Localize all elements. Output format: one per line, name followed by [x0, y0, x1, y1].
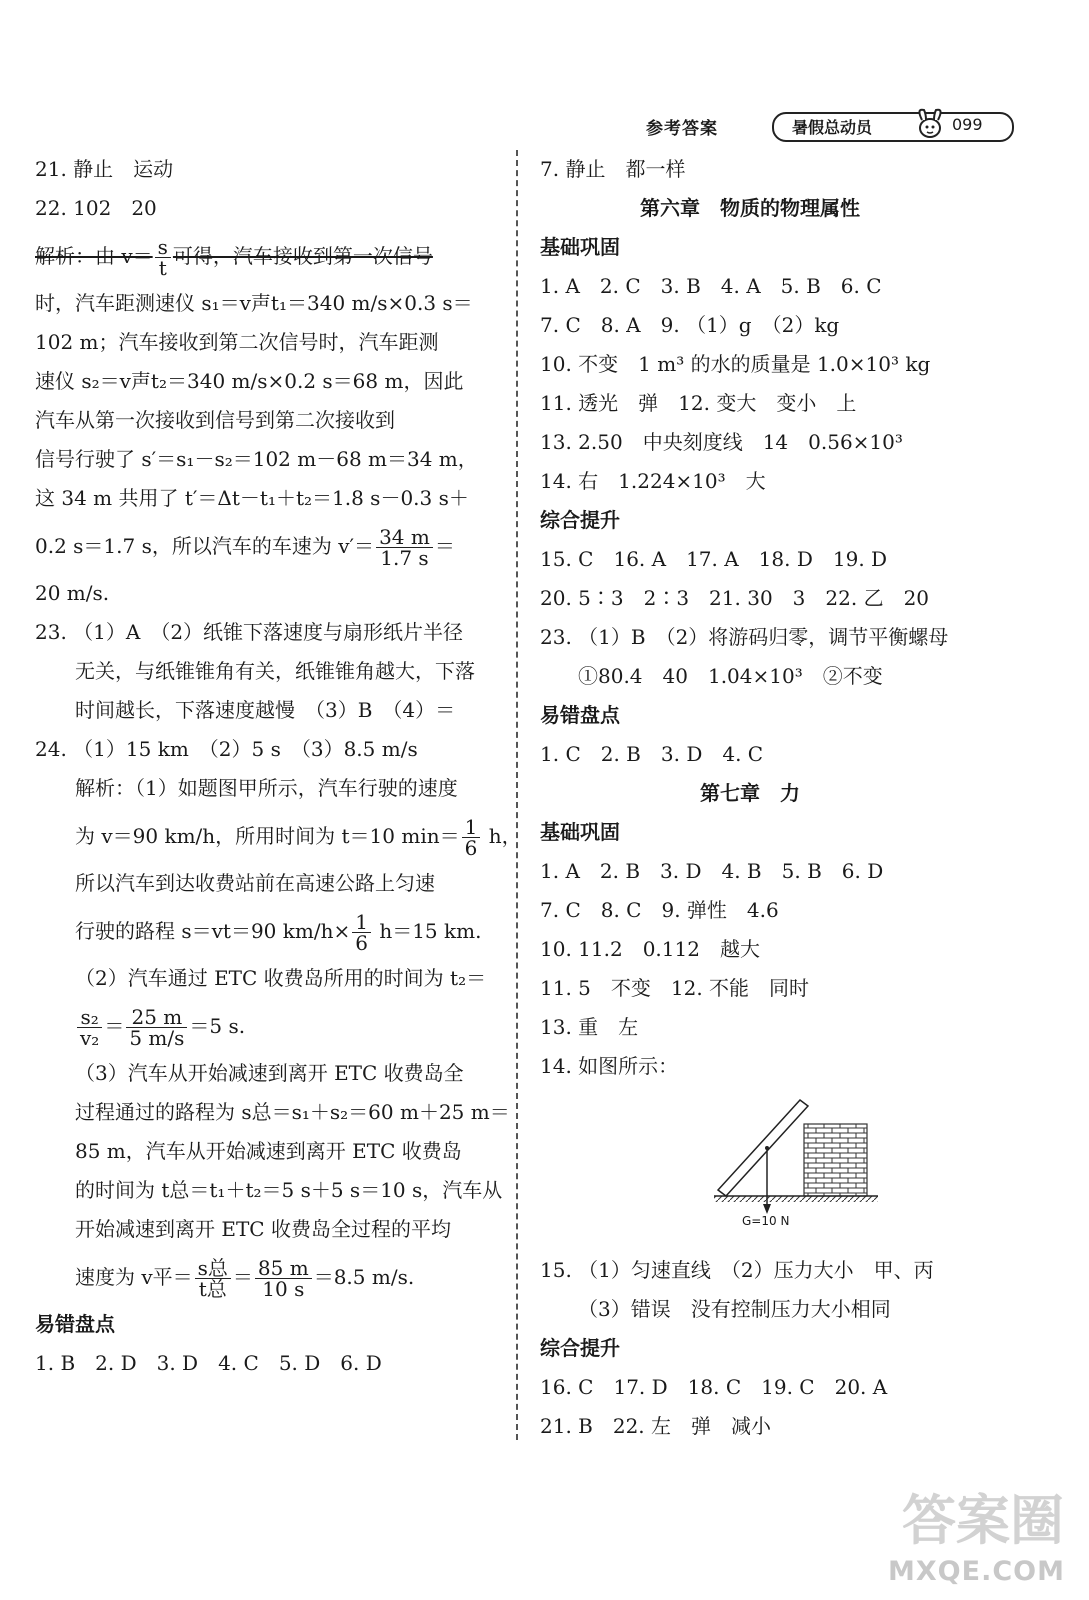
analysis-22-line-5: 汽车从第一次接收到信号到第二次接收到: [35, 408, 395, 432]
ch6-answer-10: 10. 不变 1 m³ 的水的质量是 1.0×10³ kg: [540, 352, 931, 376]
ch7-answer-15-line-2: （3）错误 没有控制压力大小相同: [578, 1297, 891, 1321]
fraction: $\frac{\text{s₂}}{\text{v₂}}$: [77, 1007, 102, 1048]
analysis-22-line-3: 102 m；汽车接收到第二次信号时，汽车距测: [35, 330, 439, 354]
ch7-answer-10: 10. 11.2 0.112 越大: [540, 937, 760, 961]
ch6-answers-1-6: 1. A 2. C 3. B 4. A 5. B 6. C: [540, 274, 882, 298]
analysis-24-line-6: $\frac{\text{s₂}}{\text{v₂}}$ ＝ $\frac{25 m}{5 m/s}$ ＝5 s.: [35, 998, 500, 1054]
fraction: $\frac{\text{s总}}{\text{t总}}$: [195, 1258, 231, 1299]
ch6-answers-15-19: 15. C 16. A 17. A 18. D 19. D: [540, 547, 888, 571]
header-label: 参考答案: [646, 119, 718, 139]
fraction: $\frac{1}{6}$: [462, 817, 481, 858]
ch7-answers-11-12: 11. 5 不变 12. 不能 同时: [540, 976, 810, 1000]
section-heading-mistakes: 易错盘点: [35, 1312, 115, 1336]
section-heading-basics: 基础巩固: [540, 235, 620, 259]
ch6-answers-20-22: 20. 5∶3 2∶3 21. 30 3 22. 乙 20: [540, 586, 930, 610]
ch6-answers-11-12: 11. 透光 弹 12. 变大 变小 上: [540, 391, 857, 415]
chapter-7-title: 第七章 力: [700, 781, 800, 805]
ch7-answer-14: 14. 如图所示：: [540, 1054, 679, 1078]
ch6-answers-13: 13. 2.50 中央刻度线 14 0.56×10³: [540, 430, 903, 454]
analysis-22-line-9: 20 m/s.: [35, 581, 110, 605]
analysis-24-line-1: 解析：（1）如题图甲所示，汽车行驶的速度: [75, 776, 458, 800]
ch7-answers-7-9: 7. C 8. C 9. 弹性 4.6: [540, 898, 779, 922]
analysis-24-line-3: 所以汽车到达收费站前在高速公路上匀速: [75, 871, 435, 895]
answer-21: 21. 静止 运动: [35, 157, 174, 181]
ch7-answers-21-22: 21. B 22. 左 弹 减小: [540, 1414, 772, 1438]
right-column-lower: [540, 1251, 960, 1446]
analysis-22-line-8: 0.2 s＝1.7 s，所以汽车的车速为 v′＝ $\frac{34 m}{1.7 s}$ ＝: [35, 525, 455, 570]
mascot-icon: [910, 104, 950, 142]
ground-hatch: [714, 1196, 878, 1202]
analysis-24-line-11: 开始减速到离开 ETC 收费岛全过程的平均: [75, 1217, 451, 1241]
force-diagram: [712, 1098, 887, 1233]
analysis-24-line-5: （2）汽车通过 ETC 收费岛所用的时间为 t₂＝: [75, 966, 487, 990]
center-of-gravity: [765, 1146, 769, 1150]
ch6-mistakes-answers: 1. C 2. B 3. D 4. C: [540, 742, 764, 766]
analysis-24-line-8: 过程通过的路程为 s总＝s₁＋s₂＝60 m＋25 m＝: [75, 1100, 510, 1124]
answer-23-line-1: 23. （1）A （2）纸锥下落速度与扇形纸片半径: [35, 620, 464, 644]
ch7-answers-1-6: 1. A 2. B 3. D 4. B 5. B 6. D: [540, 859, 884, 883]
column-divider: [516, 150, 518, 1440]
fraction: $\frac{34 m}{1.7 s}$: [376, 527, 433, 568]
gravity-arrowhead: [763, 1204, 771, 1214]
analysis-24-line-7: （3）汽车从开始减速到离开 ETC 收费岛全: [75, 1061, 464, 1085]
analysis-22-line-7: 这 34 m 共用了 t′＝Δt－t₁＋t₂＝1.8 s－0.3 s＋: [35, 486, 469, 510]
analysis-24-line-9: 85 m，汽车从开始减速到离开 ETC 收费岛: [75, 1139, 462, 1163]
leaning-board: [718, 1100, 808, 1196]
fraction: $\frac{1}{6}$: [352, 912, 371, 953]
watermark-logo: 答案圈: [902, 1489, 1064, 1552]
chapter-6-title: 第六章 物质的物理属性: [640, 196, 860, 220]
fraction: $\frac{s}{t}$: [155, 237, 171, 278]
analysis-22-line-1: 解析：由 v＝ $\frac{s}{t}$ 可得，汽车接收到第一次信号: [35, 235, 433, 280]
fraction: $\frac{25 m}{5 m/s}$: [126, 1007, 187, 1048]
brick-wall: [804, 1124, 867, 1196]
answer-23-line-3: 时间越长，下落速度越慢 （3）B （4）＝: [75, 698, 456, 722]
answer-24: 24. （1）15 km （2）5 s （3）8.5 m/s: [35, 737, 418, 761]
fraction: $\frac{85 m}{10 s}$: [255, 1258, 312, 1299]
analysis-22-line-2: 时，汽车距测速仪 s₁＝v声t₁＝340 m/s×0.3 s＝: [35, 291, 473, 315]
analysis-24-line-10: 的时间为 t总＝t₁＋t₂＝5 s＋5 s＝10 s，汽车从: [75, 1178, 503, 1202]
analysis-24-line-4: 行驶的路程 s＝vt＝90 km/h× $\frac{1}{6}$ h＝15 km.: [75, 910, 482, 955]
analysis-24-line-2: 为 v＝90 km/h，所用时间为 t＝10 min＝ $\frac{1}{6}$ h，: [75, 815, 522, 860]
section-heading-mistakes: 易错盘点: [540, 703, 620, 727]
page-header: [640, 112, 1020, 142]
answer-23-line-2: 无关，与纸锥锥角有关，纸锥锥角越大，下落: [75, 659, 475, 683]
ch7-answer-15-line-1: 15. （1）匀速直线 （2）压力大小 甲、丙: [540, 1258, 934, 1282]
header-series: 暑假总动员: [792, 118, 873, 137]
section-heading-advanced: 综合提升: [540, 508, 620, 532]
answer-7: 7. 静止 都一样: [540, 157, 686, 181]
section-heading-advanced: 综合提升: [540, 1336, 620, 1360]
left-column: [35, 150, 522, 1383]
watermark: [888, 1478, 1068, 1594]
ch6-answers-7-9: 7. C 8. A 9. （1）g （2）kg: [540, 313, 840, 337]
ch6-answer-14: 14. 右 1.224×10³ 大: [540, 469, 766, 493]
ch6-answer-23-line-2: ①80.4 40 1.04×10³ ②不变: [578, 664, 883, 688]
analysis-22-line-6: 信号行驶了 s′＝s₁－s₂＝102 m－68 m＝34 m，: [35, 447, 478, 471]
watermark-url: MXQE.COM: [888, 1556, 1065, 1587]
ch7-answer-13: 13. 重 左: [540, 1015, 639, 1039]
analysis-22-line-4: 速仪 s₂＝v声t₂＝340 m/s×0.2 s＝68 m，因此: [35, 369, 464, 393]
section-heading-basics: 基础巩固: [540, 820, 620, 844]
right-column: [540, 150, 960, 1086]
page-number: 099: [952, 115, 983, 134]
analysis-24-line-12: 速度为 v平＝ $\frac{\text{s总}}{\text{t总}}$ ＝ $\frac{85 m}{10 s}$ ＝8.5 m/s.: [75, 1256, 415, 1301]
ch7-answers-16-20: 16. C 17. D 18. C 19. C 20. A: [540, 1375, 888, 1399]
ch6-answer-23-line-1: 23. （1）B （2）将游码归零，调节平衡螺母: [540, 625, 949, 649]
figure-caption: G=10 N: [742, 1214, 790, 1228]
answer-22: 22. 102 20: [35, 196, 157, 220]
mistakes-answers: 1. B 2. D 3. D 4. C 5. D 6. D: [35, 1351, 382, 1375]
